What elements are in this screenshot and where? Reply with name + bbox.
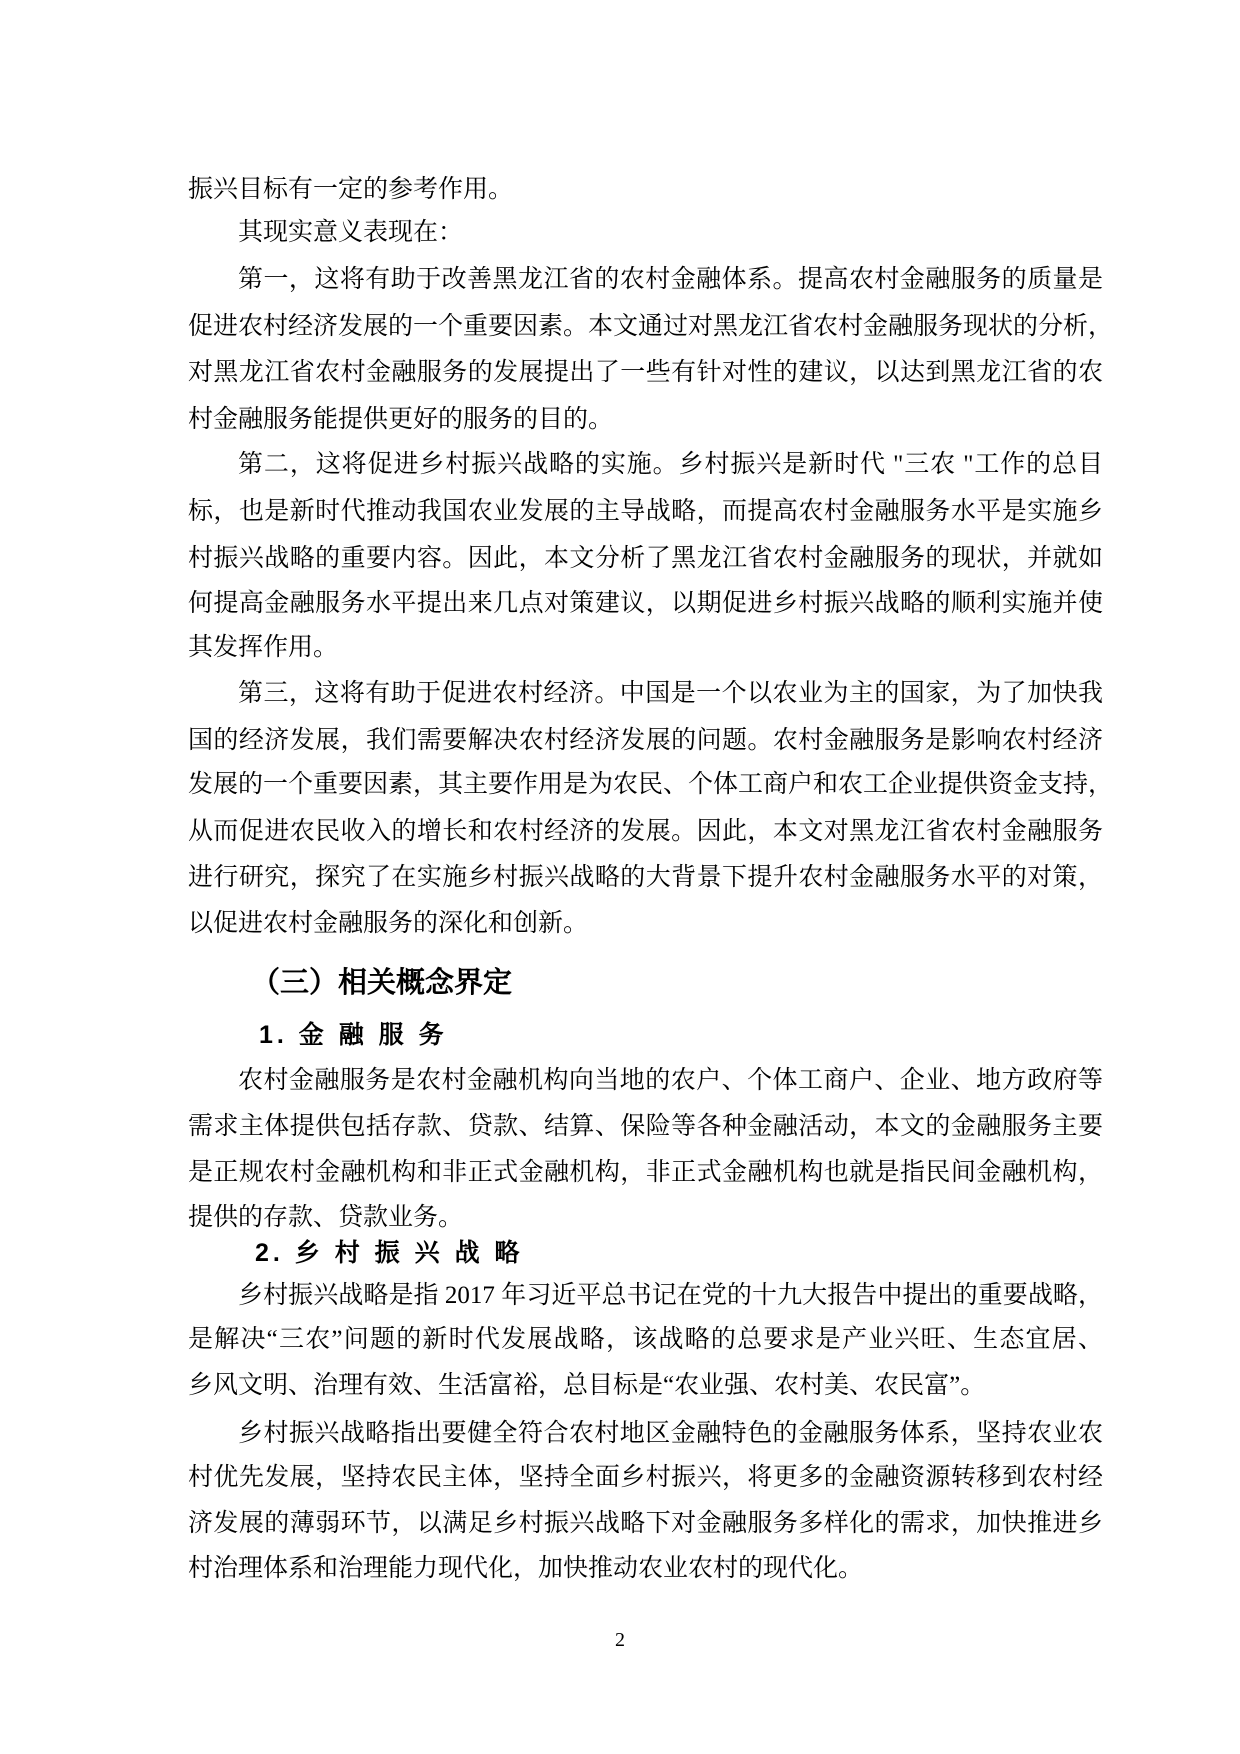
paragraph-line: 促进农村经济发展的一个重要因素。本文通过对黑龙江省农村金融服务现状的分析， [188,313,1114,340]
paragraph-line: 振兴目标有一定的参考作用。 [188,176,514,203]
paragraph-line: 是正规农村金融机构和非正式金融机构，非正式金融机构也就是指民间金融机构， [188,1159,1103,1186]
paragraph-line: 以促进农村金融服务的深化和创新。 [188,910,589,937]
paragraph-line: 村优先发展，坚持农民主体，坚持全面乡村振兴，将更多的金融资源转移到农村经 [188,1464,1103,1491]
paragraph-line: 其现实意义表现在： [238,219,464,246]
paragraph-line: 农村金融服务是农村金融机构向当地的农户、个体工商户、企业、地方政府等 [238,1067,1103,1094]
paragraph-line: 进行研究，探究了在实施乡村振兴战略的大背景下提升农村金融服务水平的对策， [188,864,1103,891]
paragraph-line: 发展的一个重要因素，其主要作用是为农民、个体工商户和农工企业提供资金支持， [188,771,1114,798]
paragraph-line: 村金融服务能提供更好的服务的目的。 [188,406,614,433]
paragraph-line: 标，也是新时代推动我国农业发展的主导战略，而提高农村金融服务水平是实施乡 [188,498,1103,525]
paragraph-line: 第一，这将有助于改善黑龙江省的农村金融体系。提高农村金融服务的质量是 [238,266,1103,293]
subsection-heading: 2. 乡 村 振 兴 战 略 [255,1239,524,1267]
paragraph-line: 乡风文明、治理有效、生活富裕，总目标是“农业强、农村美、农民富”。 [188,1372,986,1399]
paragraph-line: 何提高金融服务水平提出来几点对策建议，以期促进乡村振兴战略的顺利实施并使 [188,590,1103,617]
paragraph-line: 是解决“三农”问题的新时代发展战略，该战略的总要求是产业兴旺、生态宜居、 [188,1326,1103,1353]
paragraph-line: 从而促进农民收入的增长和农村经济的发展。因此，本文对黑龙江省农村金融服务 [188,818,1103,845]
paragraph-line: 对黑龙江省农村金融服务的发展提出了一些有针对性的建议，以达到黑龙江省的农 [188,359,1103,386]
section-heading: （三）相关概念界定 [251,967,513,999]
paragraph-line: 国的经济发展，我们需要解决农村经济发展的问题。农村金融服务是影响农村经济 [188,727,1103,754]
paragraph-line: 济发展的薄弱环节，以满足乡村振兴战略下对金融服务多样化的需求，加快推进乡 [188,1510,1103,1537]
paragraph-line: 村治理体系和治理能力现代化，加快推动农业农村的现代化。 [188,1555,864,1582]
paragraph-line: 第二，这将促进乡村振兴战略的实施。乡村振兴是新时代 "三农 "工作的总目 [238,451,1103,478]
paragraph-line: 乡村振兴战略指出要健全符合农村地区金融特色的金融服务体系，坚持农业农 [238,1420,1103,1447]
paragraph-line: 需求主体提供包括存款、贷款、结算、保险等各种金融活动，本文的金融服务主要 [188,1113,1103,1140]
paragraph-line: 第三，这将有助于促进农村经济。中国是一个以农业为主的国家，为了加快我 [238,680,1103,707]
paragraph-line: 乡村振兴战略是指 2017 年习近平总书记在党的十九大报告中提出的重要战略， [238,1282,1103,1309]
paragraph-line: 其发挥作用。 [188,634,339,661]
paragraph-line: 村振兴战略的重要内容。因此，本文分析了黑龙江省农村金融服务的现状，并就如 [188,545,1103,572]
subsection-heading: 1. 金 融 服 务 [259,1021,448,1049]
paragraph-line: 提供的存款、贷款业务。 [188,1204,464,1231]
page-number: 2 [615,1629,625,1651]
